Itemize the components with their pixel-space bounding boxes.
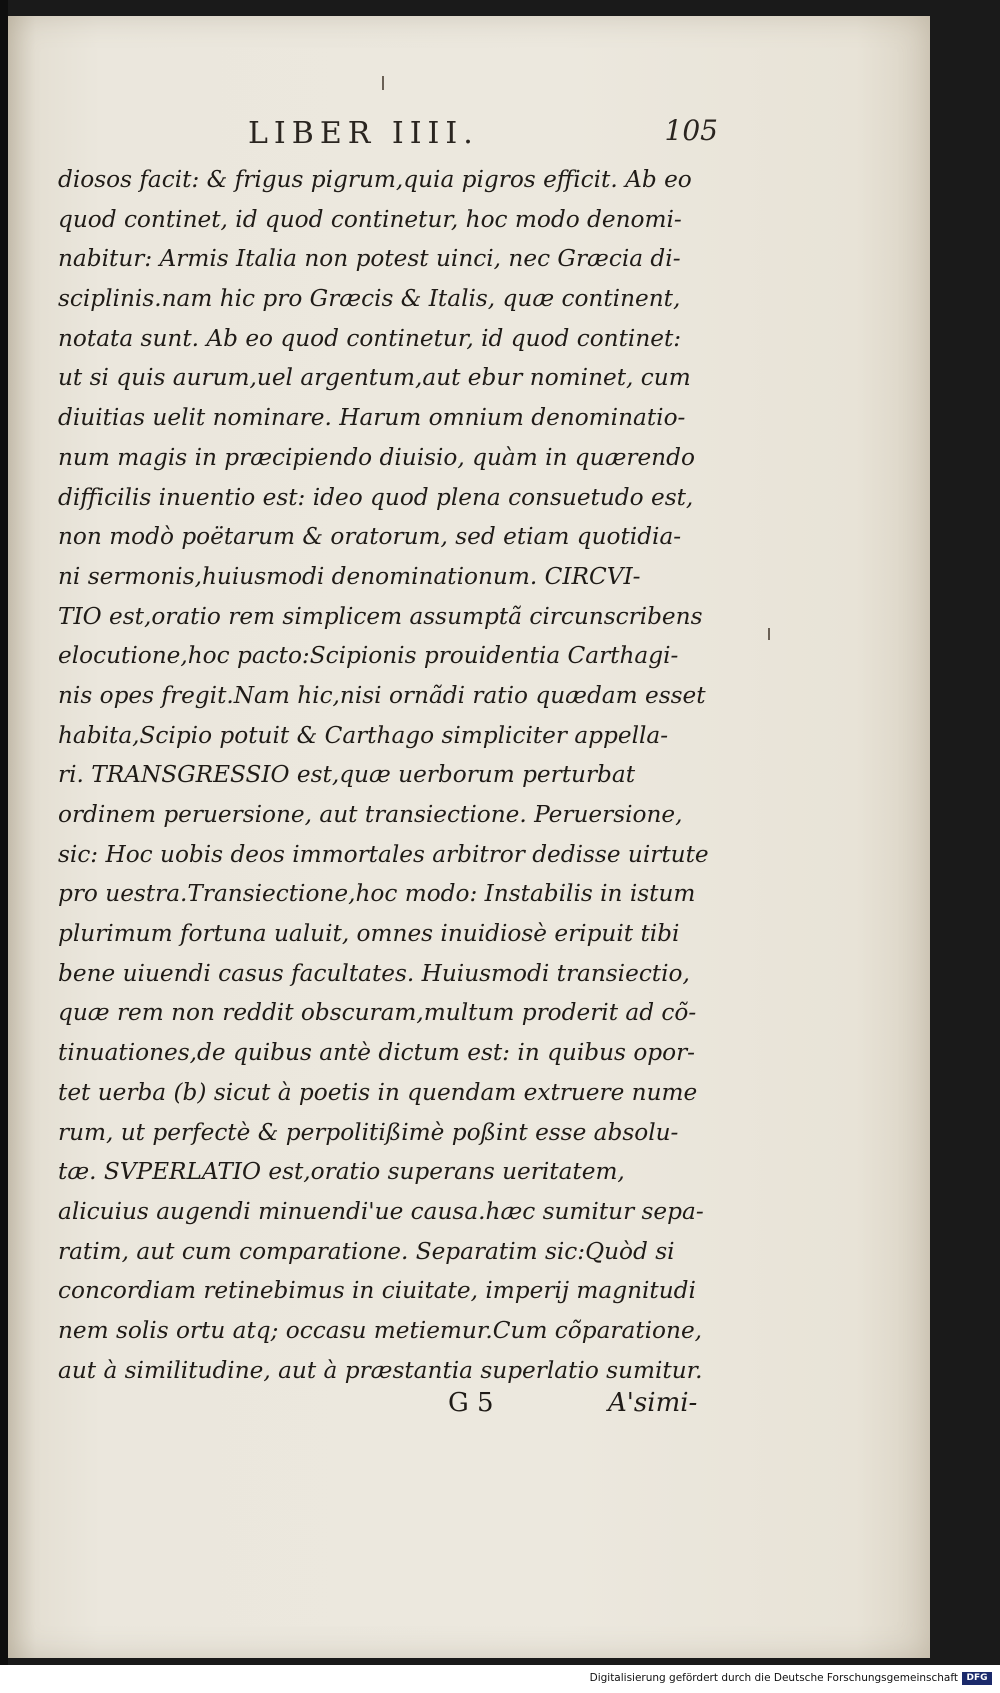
text-line: ratim, aut cum comparatione. Separatim sic:Quòd si [58, 1237, 675, 1265]
footer-credit: Digitalisierung gefördert durch die Deutsche Forschungsgemeinschaft [589, 1672, 958, 1684]
signature-mark: G 5 [448, 1388, 494, 1418]
text-line: quæ rem non reddit obscuram,multum proderit ad cõ- [58, 999, 697, 1027]
catchword: A'simi- [608, 1388, 698, 1418]
text-line: tæ. SVPERLATIO est,oratio superans ueritatem, [58, 1158, 625, 1186]
page-number: 105 [664, 114, 718, 147]
body-text [58, 160, 728, 1390]
text-line: aut à similitudine, aut à præstantia superlatio sumitur. [58, 1356, 703, 1384]
text-line: ut si quis aurum,uel argentum,aut ebur nominet, cum [58, 364, 691, 392]
text-line: rum, ut perfectè & perpolitißimè poßint esse absolu- [58, 1118, 679, 1146]
book-spine-shadow [0, 0, 8, 1665]
margin-mark [382, 76, 384, 90]
text-line: sic: Hoc uobis deos immortales arbitror dedisse uirtute [58, 840, 709, 868]
text-line: ni sermonis,huiusmodi denominationum. CIRCVI- [58, 562, 641, 590]
text-line: ri. TRANSGRESSIO est,quæ uerborum perturbat [58, 761, 636, 789]
text-line: alicuius augendi minuendi'ue causa.hæc sumitur sepa- [58, 1197, 704, 1225]
text-line: bene uiuendi casus facultates. Huiusmodi transiectio, [58, 959, 690, 987]
text-line: nabitur: Armis Italia non potest uinci, nec Græcia di- [58, 245, 681, 273]
dfg-logo: DFG [962, 1672, 992, 1685]
text-line: diuitias uelit nominare. Harum omnium denominatio- [58, 404, 686, 432]
text-line: TIO est,oratio rem simplicem assumptã circunscribens [58, 602, 703, 630]
text-line: nis opes fregit.Nam hic,nisi ornãdi ratio quædam esset [58, 681, 706, 709]
text-line: plurimum fortuna ualuit, omnes inuidiosè eripuit tibi [58, 920, 680, 948]
running-head-title: LIBER IIII. [248, 116, 479, 151]
text-line: non modò poëtarum & oratorum, sed etiam quotidia- [58, 523, 682, 551]
text-line: pro uestra.Transiectione,hoc modo: Instabilis in istum [58, 880, 696, 908]
text-line: difficilis inuentio est: ideo quod plena consuetudo est, [58, 483, 694, 511]
text-line: ordinem peruersione, aut transiectione. Peruersione, [58, 801, 683, 828]
digitization-footer [0, 1665, 1000, 1693]
text-line: diosos facit: & frigus pigrum,quia pigros efficit. Ab eo [58, 166, 692, 193]
text-line: num magis in præcipiendo diuisio, quàm in quærendo [58, 443, 695, 471]
text-line: tet uerba (b) sicut à poetis in quendam extruere nume [58, 1078, 698, 1106]
text-line: sciplinis.nam hic pro Græcis & Italis, quæ continent, [58, 285, 681, 313]
text-line: nem solis ortu atq; occasu metiemur.Cum cõparatione, [58, 1316, 703, 1344]
running-head [248, 112, 718, 158]
text-line: quod continet, id quod continetur, hoc modo denomi- [58, 205, 682, 233]
text-line: habita,Scipio potuit & Carthago simpliciter appella- [58, 721, 669, 749]
book-page [8, 16, 930, 1658]
text-line: tinuationes,de quibus antè dictum est: in quibus opor- [58, 1039, 696, 1067]
text-line: elocutione,hoc pacto:Scipionis prouidentia Carthagi- [58, 642, 679, 670]
margin-mark [768, 628, 770, 640]
text-line: notata sunt. Ab eo quod continetur, id quod continet: [58, 324, 682, 352]
text-line: concordiam retinebimus in ciuitate, imperij magnitudi [58, 1277, 696, 1305]
signature-line [448, 1388, 748, 1428]
